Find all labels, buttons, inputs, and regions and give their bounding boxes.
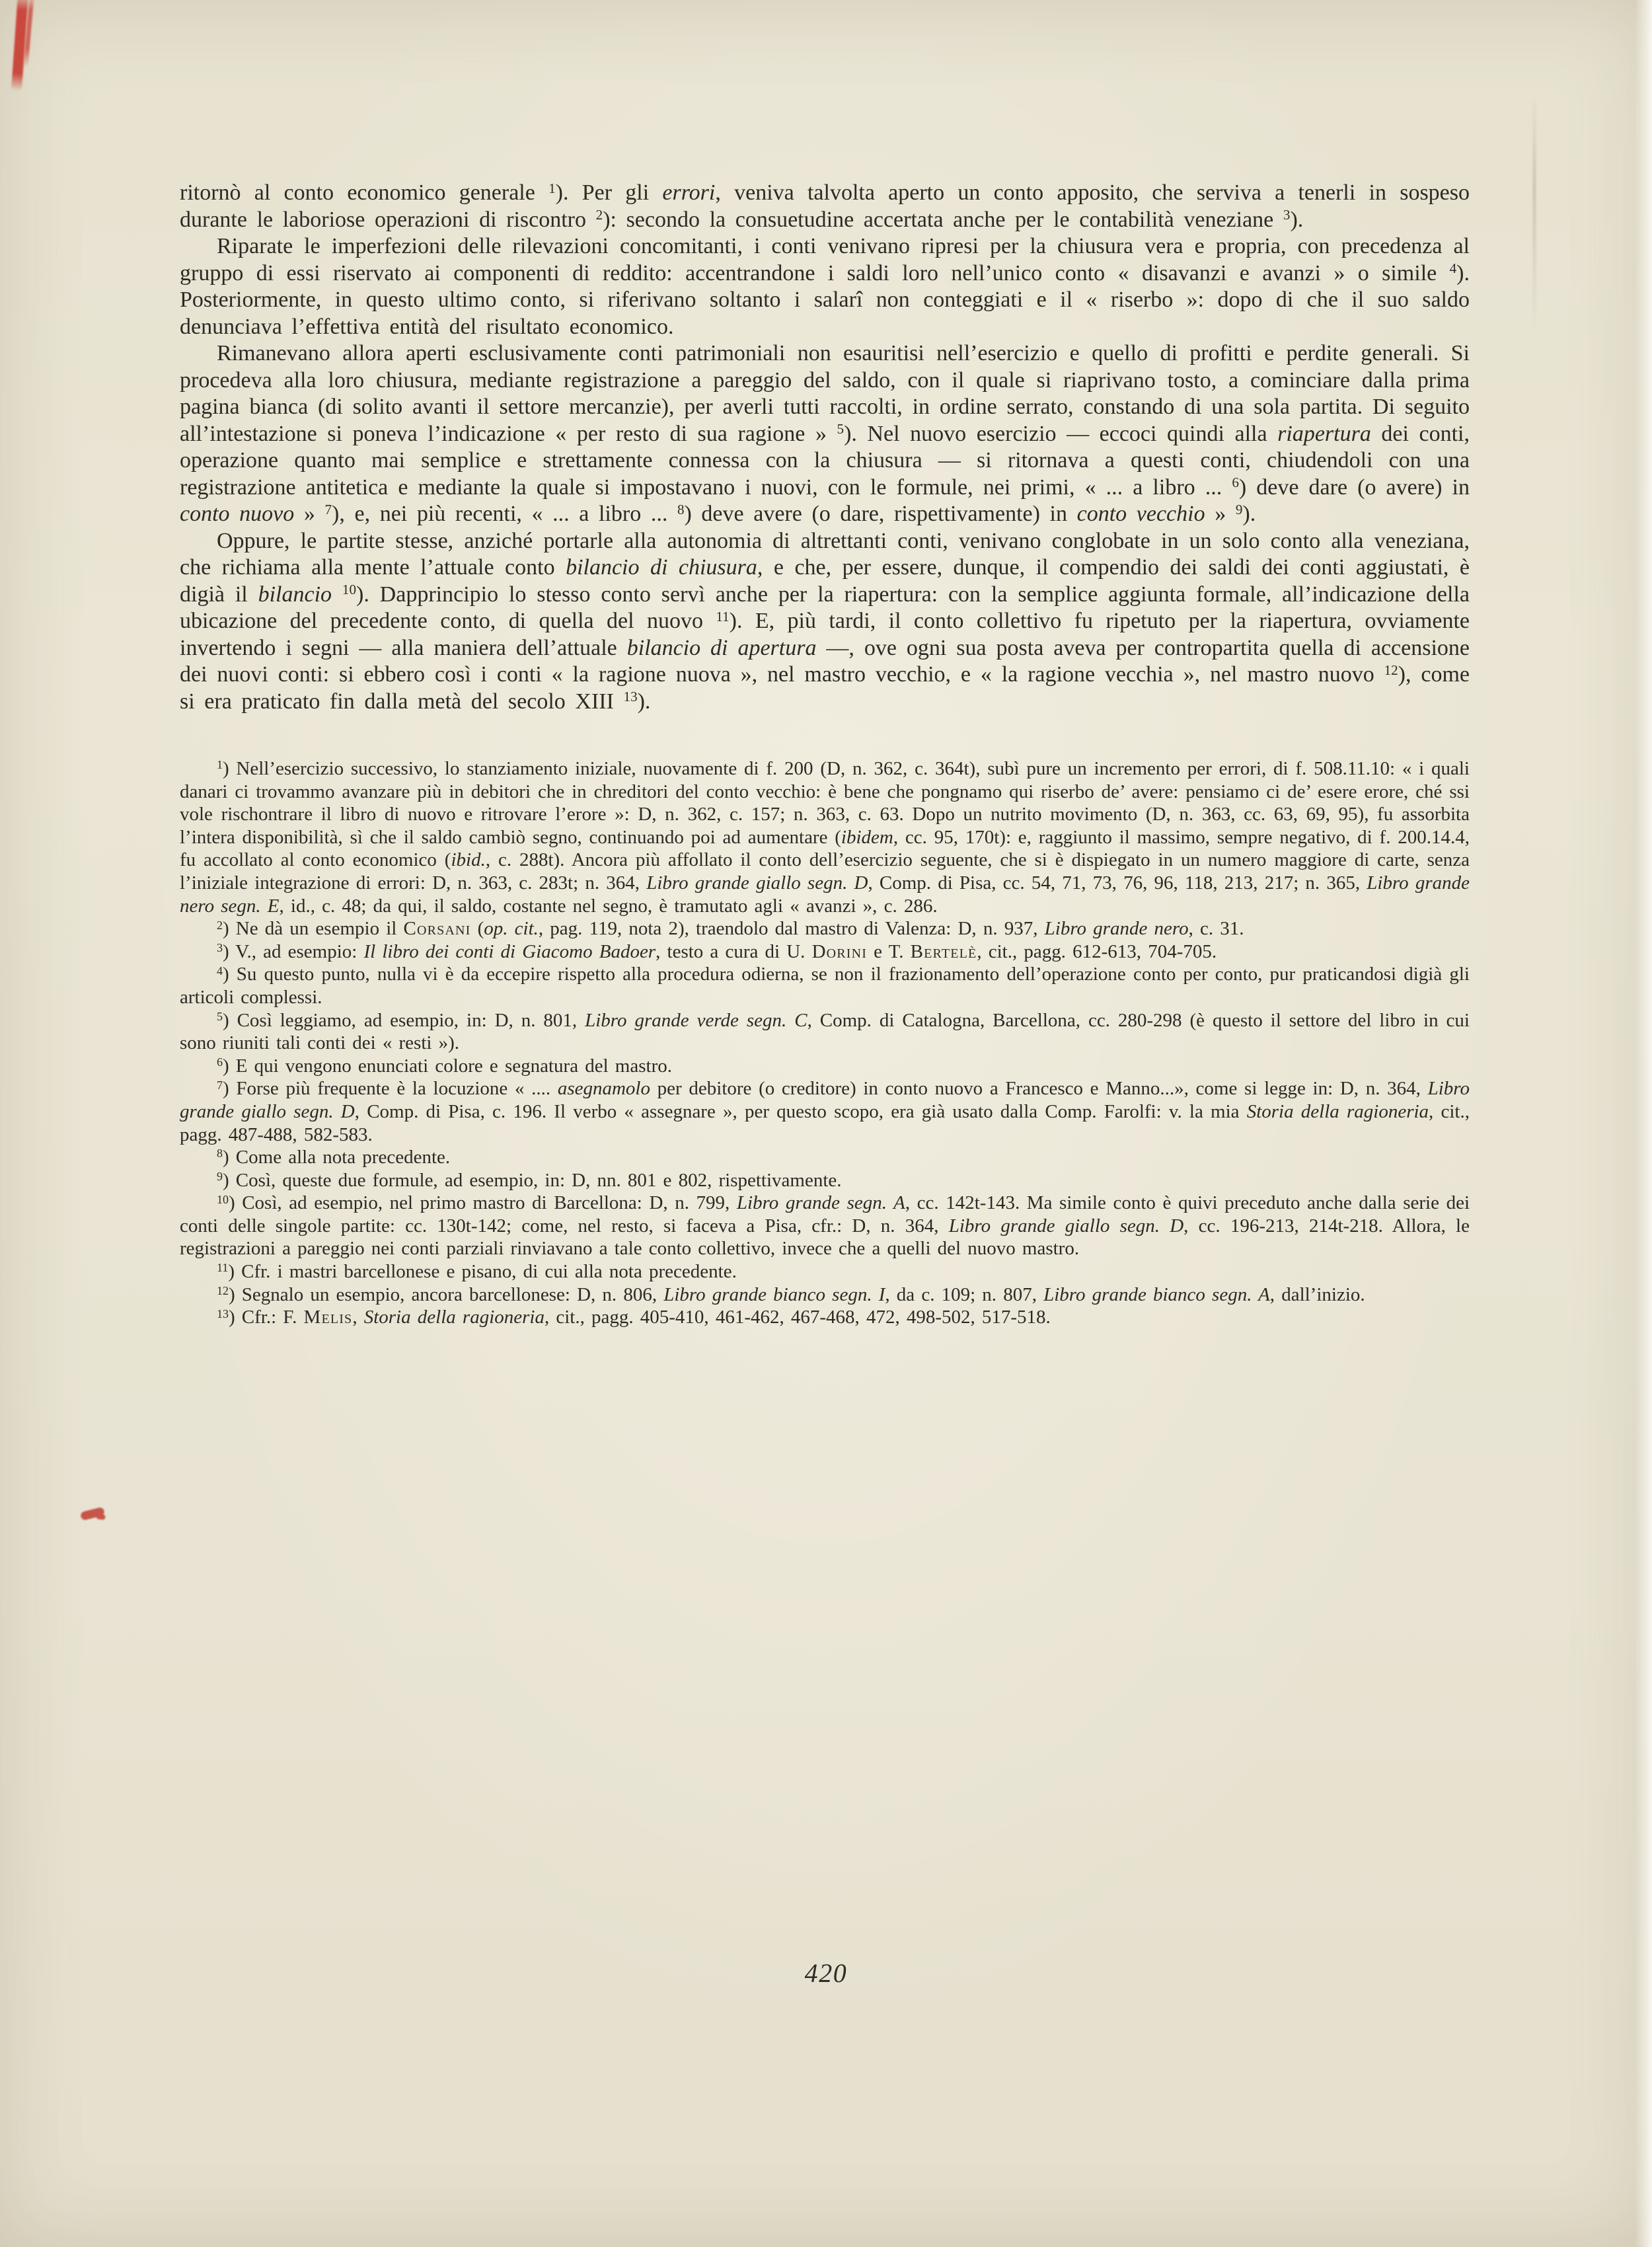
page-crease bbox=[1533, 93, 1536, 330]
page-number: 420 bbox=[804, 1958, 848, 1988]
footnote-number: 2 bbox=[217, 918, 223, 932]
footnote-number: 1 bbox=[217, 758, 223, 772]
footnote-number: 6 bbox=[217, 1055, 223, 1069]
footnote-number: 10 bbox=[217, 1192, 229, 1206]
footnote-number: 7 bbox=[217, 1078, 223, 1092]
footnote-number: 8 bbox=[217, 1147, 223, 1161]
footnote: $^{10}$) Così, ad esempio, nel primo mastro di Barcellona: D, n. 799, Libro grande segn. A, cc. 142t-143. Ma simile conto è quivi preceduto anche dalla serie dei conti delle singole partite: cc. 130t-142; come, nel resto, si faceva a Pisa, cfr.: D, n. 364, Libro grande giallo segn. D, cc. 196-213, 214t-218. Allora, le registrazioni a pareggio nei conti parziali rinviavano a tale conto collettivo, invece che a quelli del nuovo mastro. bbox=[180, 1192, 1470, 1260]
footnote-number: 4 bbox=[217, 964, 223, 977]
footnote-number: 3 bbox=[217, 941, 223, 955]
text-block bbox=[180, 180, 1470, 1329]
body-paragraph: Oppure, le partite stesse, anziché portarle alla autonomia di altrettanti conti, venivano conglobate in un solo conto alla veneziana, che richiama alla mente l’attuale conto bilancio di chiusura, e che, per essere, dunque, il compendio dei saldi dei conti aggiustati, è digià il bilancio $^{10}$). Dapprincipio lo stesso conto servì anche per la riapertura: con la semplice aggiunta formale, all’indicazione della ubicazione del precedente conto, di quella del nuovo $^{11}$). E, più tardi, il conto collettivo fu ripetuto per la riapertura, ovviamente invertendo i segni — alla maniera dell’attuale bilancio di apertura —, ove ogni sua posta aveva per contropartita quella di accensione dei nuovi conti: si ebbero così i conti « la ragione nuova », nel mastro vecchio, e « la ragione vecchia », nel mastro nuovo $^{12}$), come si era praticato fin dalla metà del secolo XIII $^{13}$). bbox=[180, 528, 1470, 714]
footnote: $^3$) V., ad esempio: Il libro dei conti di Giacomo Badoer, testo a cura di U. Dorini e T. Bertelè, cit., pagg. 612-613, 704-705. bbox=[217, 940, 1217, 962]
footnote-number: 12 bbox=[217, 1284, 229, 1298]
red-ink-mark-margin bbox=[80, 1507, 105, 1521]
footnote: $^1$) Nell’esercizio successivo, lo stanziamento iniziale, nuovamente di f. 200 (D, n. 362, c. 364t), subì pure un incremento per errori, di f. 508.11.10: « i quali danari ci trovammo avanzare più in debitori che in chreditori del conto vecchio: è bene che pongnamo qui riserbo de’ avere: pensiamo ci de’ esere erore, ché ssi vole rischontrare il libro di nuovo e ritrovare l’erore »: D, n. 362, c. 157; n. 363, c. 63. Dopo un nutrito movimento (D, n. 363, cc. 63, 69, 95), fu assorbita l’intera disponibilità, sì che il saldo cambiò segno, continuando poi ad aumentare (ibidem, cc. 95, 170t): e, raggiunto il massimo, sempre negativo, di f. 200.14.4, fu accollato al conto economico (ibid., c. 288t). Ancora più affollato il conto dell’esercizio seguente, che si è dispiegato in un numero maggiore di carte, senza l’iniziale integrazione di errori: D, n. 363, c. 283t; n. 364, Libro grande giallo segn. D, Comp. di Pisa, cc. 54, 71, 73, 76, 96, 118, 213, 217; n. 365, Libro grande nero segn. E, id., c. 48; da qui, il saldo, costante nel segno, è tramutato agli « avanzi », c. 286. bbox=[180, 758, 1470, 917]
footnote: $^2$) Ne dà un esempio il Corsani (op. cit., pag. 119, nota 2), traendolo dal mastro di Valenza: D, n. 937, Libro grande nero, c. 31. bbox=[217, 918, 1244, 940]
footnote-number: 5 bbox=[217, 1009, 223, 1023]
footnote-number: 11 bbox=[217, 1261, 229, 1275]
footnote-number: 13 bbox=[217, 1307, 229, 1320]
footnote: $^{13}$) Cfr.: F. Melis, Storia della ragioneria, cit., pagg. 405-410, 461-462, 467-468, 472, 498-502, 517-518. bbox=[217, 1307, 1051, 1328]
footnote: $^{11}$) Cfr. i mastri barcellonese e pisano, di cui alla nota precedente. bbox=[217, 1261, 737, 1283]
body-paragraph: Riparate le imperfezioni delle rilevazioni concomitanti, i conti venivano ripresi per la chiusura vera e propria, con precedenza al gruppo di essi riservato ai componenti di reddito: accentrandone i saldi loro nell’unico conto « disavanzi e avanzi » o simile $^4$). Posteriormente, in questo ultimo conto, si riferivano soltanto i salarî non conteggiati e il « riserbo »: dopo di che il suo saldo denunciava l’effettiva entità del risultato economico. bbox=[180, 234, 1470, 339]
footnote-number: 9 bbox=[217, 1170, 223, 1184]
footnote: $^4$) Su questo punto, nulla vi è da eccepire rispetto alla procedura odierna, se non il frazionamento dell’operazione conto per conto, pur praticandosi digià gli articoli complessi. bbox=[180, 964, 1470, 1008]
footnote: $^9$) Così, queste due formule, ad esempio, in: D, nn. 801 e 802, rispettivamente. bbox=[217, 1169, 842, 1191]
footnote: $^8$) Come alla nota precedente. bbox=[217, 1147, 451, 1168]
page-edge-highlight bbox=[1635, 0, 1652, 2247]
footnote: $^{12}$) Segnalo un esempio, ancora barcellonese: D, n. 806, Libro grande bianco segn. I, da c. 109; n. 807, Libro grande bianco segn. A, dall’inizio. bbox=[217, 1283, 1365, 1305]
footnote: $^6$) E qui vengono enunciati colore e segnatura del mastro. bbox=[217, 1055, 672, 1077]
footnote: $^7$) Forse più frequente è la locuzione « .... asegnamolo per debitore (o creditore) in conto nuovo a Francesco e Manno...», come si legge in: D, n. 364, Libro grande giallo segn. D, Comp. di Pisa, c. 196. Il verbo « assegnare », per questo scopo, era già usato dalla Comp. Farolfi: v. la mia Storia della ragioneria, cit., pagg. 487-488, 582-583. bbox=[180, 1078, 1470, 1145]
body-paragraph: Rimanevano allora aperti esclusivamente conti patrimoniali non esauritisi nell’esercizio e quello di profitti e perdite generali. Si procedeva alla loro chiusura, mediante registrazione a pareggio del saldo, con il quale si riaprivano tosto, a cominciare dalla prima pagina bianca (di solito avanti il settore mercanzie), per averli tutti raccolti, in ordine serrato, constando di una sola partita. Di seguito all’intestazione si poneva l’indicazione « per resto di sua ragione » $^5$). Nel nuovo esercizio — eccoci quindi alla riapertura dei conti, operazione quanto mai semplice e strettamente connessa con la chiusura — si ritornava a questi conti, chiudendoli con una registrazione antitetica e mediante la quale si impostavano i nuovi, con le formule, nei primi, « ... a libro ... $^6$) deve dare (o avere) in conto nuovo » $^7$), e, nei più recenti, « ... a libro ... $^8$) deve avere (o dare, rispettivamente) in conto vecchio » $^9$). bbox=[180, 341, 1470, 526]
body-text bbox=[180, 180, 1470, 715]
body-paragraph: ritornò al conto economico generale $^1$). Per gli errori, veniva talvolta aperto un conto apposito, che serviva a tenerli in sospeso durante le laboriose operazioni di riscontro $^2$): secondo la consuetudine accertata anche per le contabilità veneziane $^3$). bbox=[180, 180, 1470, 232]
footnotes bbox=[180, 757, 1470, 1329]
footnote: $^5$) Così leggiamo, ad esempio, in: D, n. 801, Libro grande verde segn. C, Comp. di Catalogna, Barcellona, cc. 280-298 (è questo il settore del libro in cui sono riuniti tali conti dei « resti »). bbox=[180, 1009, 1470, 1054]
